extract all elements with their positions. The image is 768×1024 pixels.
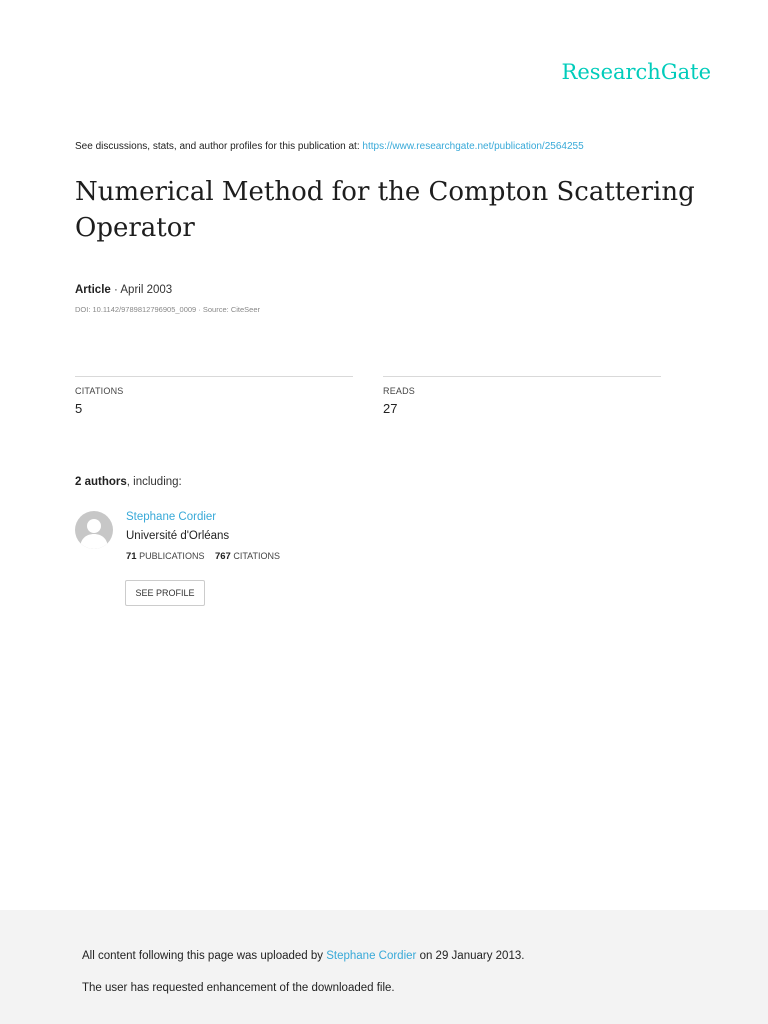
author-avatar-icon[interactable] [75,511,113,549]
footer [0,910,768,1024]
researchgate-logo[interactable]: ResearchGate [561,60,711,84]
authors-suffix: , including: [126,476,182,488]
citations-label: CITATIONS [75,386,124,396]
upload-note [82,950,524,962]
author-citations-count: 767 [214,551,231,562]
upload-suffix: on 29 January 2013. [416,950,525,962]
author-publications-count: 71 [126,551,137,562]
publication-date: April 2003 [120,284,173,296]
reads-stat [383,376,661,416]
author-publications-label: PUBLICATIONS [139,551,205,561]
author-name-link[interactable]: Stephane Cordier [126,511,217,523]
see-profile-button[interactable]: SEE PROFILE [125,580,205,606]
uploader-link[interactable]: Stephane Cordier [326,950,417,962]
publication-meta [75,284,172,296]
intro-text: See discussions, stats, and author profiles for this publication at: [75,141,363,152]
reads-value: 27 [383,401,398,416]
authors-count: 2 authors [75,476,127,488]
publication-title: Numerical Method for the Compton Scattering Operator [75,177,695,243]
citations-value: 5 [75,401,83,416]
citations-stat [75,376,353,416]
reads-label: READS [383,386,416,396]
author-institution: Université d'Orléans [126,530,230,542]
author-citations-label: CITATIONS [233,551,281,561]
meta-separator: · [110,284,121,296]
upload-prefix: All content following this page was uploaded by [82,950,327,962]
enhancement-note: The user has requested enhancement of the downloaded file. [82,982,395,994]
publication-url-link[interactable]: https://www.researchgate.net/publication/2564255 [362,141,584,152]
author-stats [126,551,280,562]
person-silhouette-icon [75,511,113,549]
author-card [126,511,280,562]
doi-source-line: DOI: 10.1142/9789812796905_0009 · Source: CiteSeer [75,305,260,314]
authors-heading [75,476,182,488]
publication-type: Article [75,284,111,296]
intro-line [75,141,584,152]
